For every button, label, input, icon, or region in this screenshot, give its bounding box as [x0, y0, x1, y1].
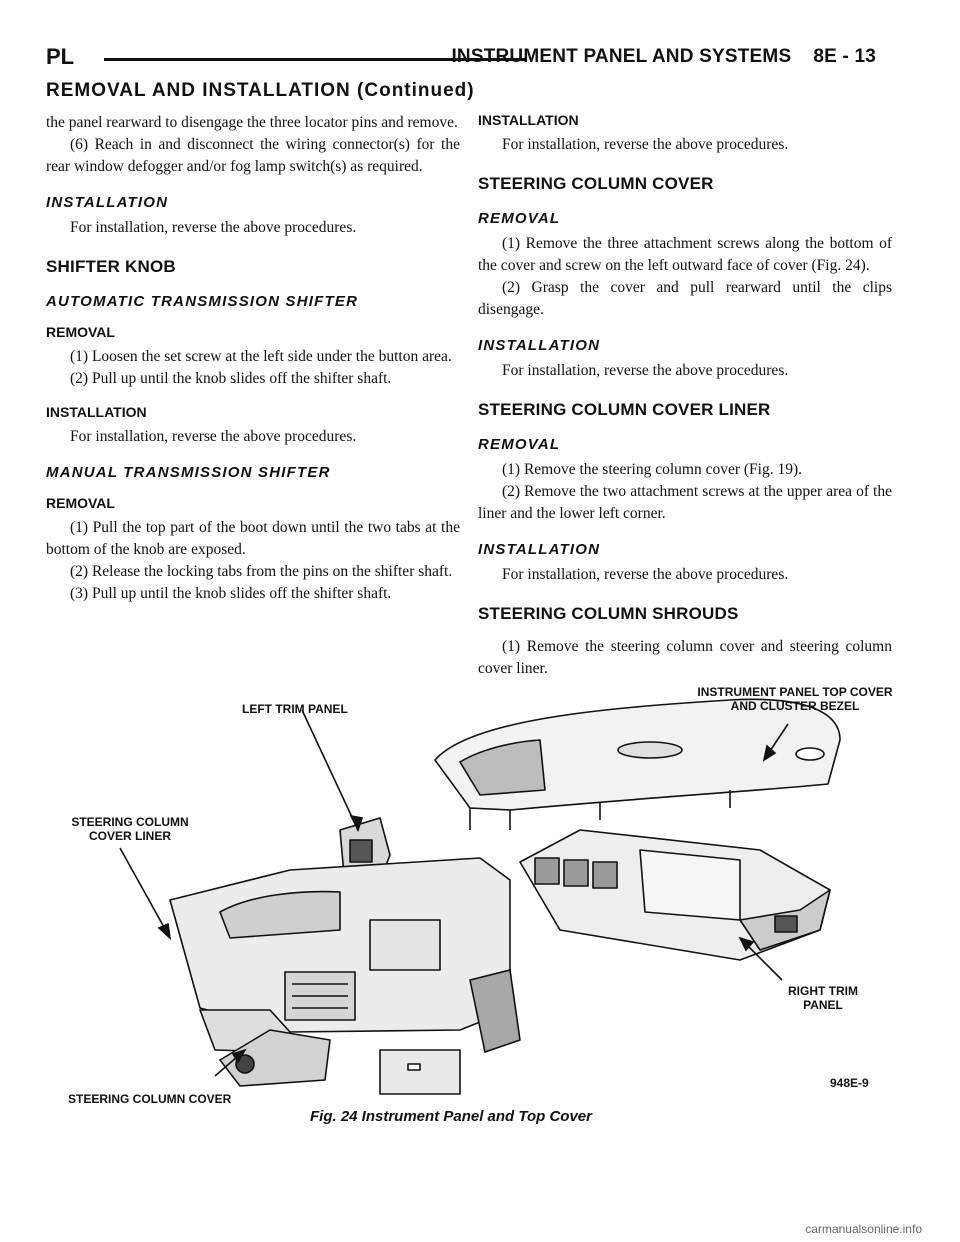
- label-liner-line1: STEERING COLUMN: [71, 815, 189, 829]
- paragraph: (2) Release the locking tabs from the pins on the shifter shaft.: [70, 563, 453, 580]
- paragraph: (2) Remove the two attachment screws at the upper area of the liner and the lower left corner.: [478, 483, 892, 522]
- heading-steering-column-shrouds: STEERING COLUMN SHROUDS: [478, 604, 739, 623]
- heading-installation: INSTALLATION: [478, 541, 601, 558]
- header-model: PL: [46, 44, 75, 69]
- label-top-cover-line2: AND CLUSTER BEZEL: [730, 699, 860, 713]
- figure-code: 948E-9: [830, 1076, 869, 1090]
- paragraph: (2) Grasp the cover and pull rearward until the clips disengage.: [478, 279, 892, 318]
- page-header: [46, 36, 876, 76]
- heading-installation: INSTALLATION: [478, 337, 601, 354]
- continued-title: REMOVAL AND INSTALLATION (Continued): [46, 80, 475, 101]
- figure-instrument-panel: [40, 680, 920, 1110]
- paragraph: (1) Loosen the set screw at the left side under the button area.: [70, 348, 452, 365]
- heading-steering-column-cover: STEERING COLUMN COVER: [478, 174, 714, 193]
- heading-shifter-knob: SHIFTER KNOB: [46, 257, 176, 276]
- heading-installation: INSTALLATION: [478, 112, 579, 128]
- heading-manual-shifter: MANUAL TRANSMISSION SHIFTER: [46, 464, 331, 481]
- right-column: [478, 112, 892, 680]
- label-left-trim-panel: LEFT TRIM PANEL: [242, 702, 348, 716]
- label-right-trim-line2: PANEL: [803, 998, 843, 1012]
- header-section-title: INSTRUMENT PANEL AND SYSTEMS: [451, 46, 792, 67]
- paragraph: (1) Remove the steering column cover (Fig. 19).: [502, 461, 803, 478]
- paragraph: (1) Pull the top part of the boot down until the two tabs at the bottom of the knob are exposed.: [46, 519, 460, 558]
- figure-caption: Fig. 24 Instrument Panel and Top Cover: [310, 1108, 592, 1125]
- label-top-cover-line1: INSTRUMENT PANEL TOP COVER: [697, 685, 893, 699]
- label-right-trim-panel: [768, 984, 878, 1012]
- header-section: [451, 46, 876, 68]
- page-number: 8E - 13: [813, 46, 876, 67]
- heading-installation: INSTALLATION: [46, 194, 169, 211]
- label-right-trim-line1: RIGHT TRIM: [788, 984, 858, 998]
- paragraph: (6) Reach in and disconnect the wiring connector(s) for the rear window defogger and/or fog lamp switch(s) as required.: [46, 136, 460, 175]
- left-column: [46, 112, 460, 605]
- paragraph: (1) Remove the steering column cover and steering column cover liner.: [478, 638, 892, 677]
- heading-removal: REMOVAL: [46, 495, 115, 511]
- paragraph: For installation, reverse the above procedures.: [70, 219, 357, 236]
- instrument-panel-illustration: [40, 680, 920, 1110]
- label-steering-column-cover-liner: [60, 815, 200, 843]
- paragraph: (1) Remove the three attachment screws along the bottom of the cover and screw on the left outward face of cover (Fig. 24).: [478, 235, 892, 274]
- paragraph: For installation, reverse the above procedures.: [70, 428, 357, 445]
- paragraph: For installation, reverse the above procedures.: [502, 566, 789, 583]
- paragraph: For installation, reverse the above procedures.: [502, 136, 789, 153]
- heading-installation: INSTALLATION: [46, 404, 147, 420]
- heading-steering-column-cover-liner: STEERING COLUMN COVER LINER: [478, 400, 771, 419]
- paragraph: (2) Pull up until the knob slides off the shifter shaft.: [70, 370, 392, 387]
- footer-watermark: carmanualsonline.info: [805, 1222, 922, 1236]
- label-steering-column-cover: STEERING COLUMN COVER: [68, 1092, 232, 1106]
- paragraph: (3) Pull up until the knob slides off the shifter shaft.: [70, 585, 392, 602]
- heading-removal: REMOVAL: [46, 324, 115, 340]
- heading-automatic-shifter: AUTOMATIC TRANSMISSION SHIFTER: [46, 293, 359, 310]
- heading-removal: REMOVAL: [478, 210, 561, 227]
- paragraph: the panel rearward to disengage the three locator pins and remove.: [46, 114, 458, 131]
- label-liner-line2: COVER LINER: [88, 829, 171, 843]
- heading-removal: REMOVAL: [478, 436, 561, 453]
- label-top-cover: [680, 685, 910, 713]
- paragraph: For installation, reverse the above procedures.: [502, 362, 789, 379]
